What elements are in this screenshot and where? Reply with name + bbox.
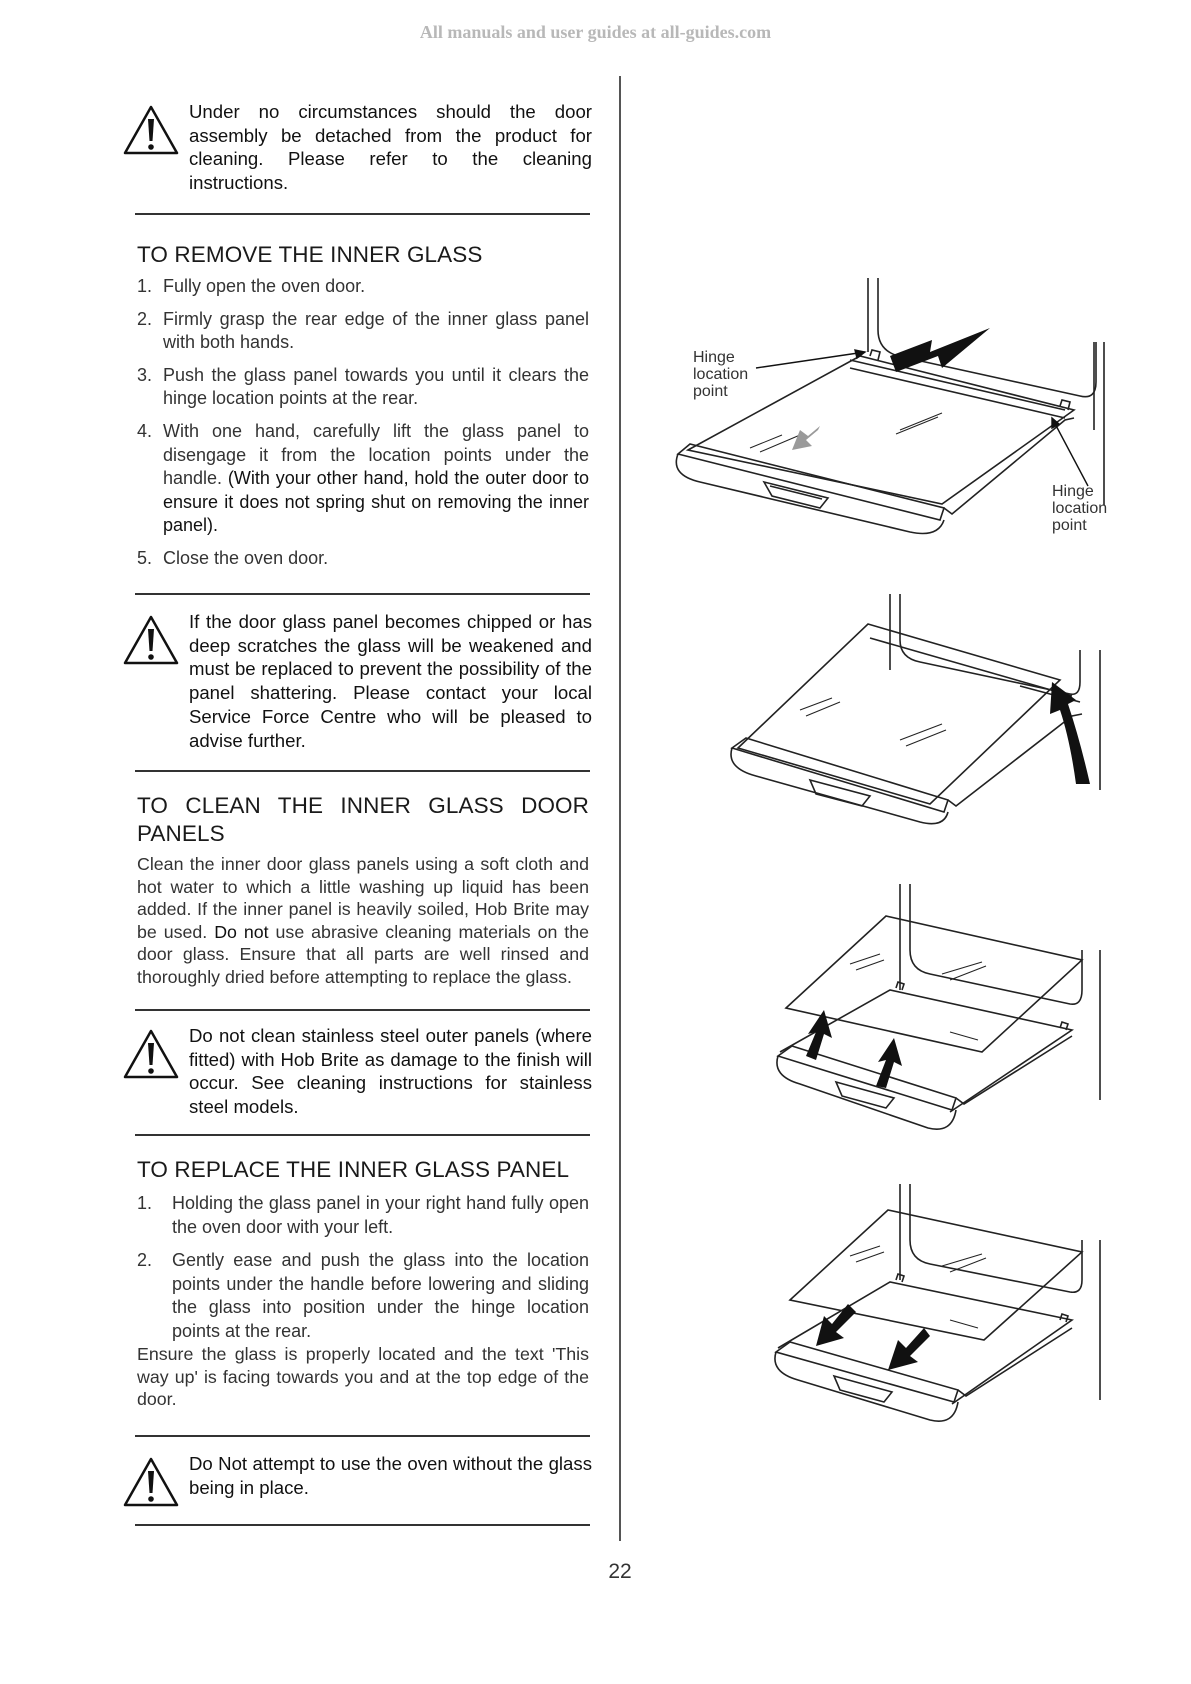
warning-text: Do Not attempt to use the oven without the glass being in place. — [189, 1453, 592, 1498]
list-item — [137, 364, 589, 411]
step-number: 3. — [137, 364, 153, 385]
figure-lift-glass-panel — [720, 590, 1120, 830]
step-text: Firmly grasp the rear edge of the inner glass panel with both hands. — [163, 308, 589, 353]
list-item — [137, 308, 589, 355]
step-text: Push the glass panel towards you until it clears the hinge location points at the rear. — [163, 364, 589, 409]
section-rule — [135, 1435, 590, 1437]
warning-triangle-icon — [122, 614, 180, 666]
list-item — [137, 1249, 589, 1343]
paragraph-text: use abrasive cleaning materials on the door glass. Ensure that all parts are well rinsed and thoroughly dried before attempting to replace the glass. — [137, 921, 590, 987]
column-divider — [619, 76, 621, 1541]
step-number: 5. — [137, 547, 153, 568]
list-item — [137, 1192, 589, 1239]
warning-text: If the door glass panel becomes chipped or has deep scratches the glass will be weakened and must be replaced to prevent the possibility of the panel shattering. Please contact your local Service Force Centre who will be pleased to advise further. — [189, 611, 592, 751]
step-text-emphasis: (With your other hand, hold the outer door to ensure it does not spring shut on removing the inner panel). — [163, 468, 589, 536]
step-text: Gently ease and push the glass into the location points under the handle before lowering and sliding the glass into position under the hinge location points at the rear. — [172, 1250, 589, 1341]
remove-steps-list — [137, 275, 589, 580]
step-text: Fully open the oven door. — [163, 276, 366, 296]
warning-triangle-icon — [122, 1456, 180, 1508]
step-number: 1. — [137, 276, 153, 296]
paragraph-text: Clean the inner door glass panels using a soft cloth and hot water to which a little washing up liquid has been added. If the inner panel is heavily soiled, Hob Brite may be used. — [137, 854, 589, 942]
replace-steps-list — [137, 1192, 589, 1354]
figure-push-glass-hinge-points — [660, 270, 1120, 550]
hinge-label-left-1: Hinge — [693, 349, 735, 366]
heading-clean-inner-glass-line1: TO CLEAN THE INNER GLASS DOOR — [137, 793, 589, 818]
figure-glass-removed-upward — [720, 880, 1120, 1140]
section-rule — [135, 1524, 590, 1526]
warning-text: Do not clean stainless steel outer panels (where fitted) with Hob Brite as damage to the finish will occur. See cleaning instructions for stainless steel models. — [189, 1025, 592, 1118]
warning-block-glass-in-place — [122, 1452, 592, 1499]
section-rule — [135, 770, 590, 772]
step-text: Holding the glass panel in your right hand fully open the oven door with your left. — [172, 1193, 589, 1237]
heading-remove-inner-glass: TO REMOVE THE INNER GLASS — [137, 242, 483, 267]
warning-triangle-icon — [122, 104, 180, 156]
step-number: 2. — [137, 308, 153, 329]
step-number: 2. — [137, 1250, 153, 1271]
clean-instructions-paragraph — [137, 853, 589, 989]
list-item — [137, 420, 589, 538]
paragraph-emphasis: Do not — [214, 921, 269, 942]
section-rule — [135, 593, 590, 595]
heading-replace-inner-glass: TO REPLACE THE INNER GLASS PANEL — [137, 1157, 570, 1182]
hinge-label-right-3: point — [1052, 517, 1087, 534]
section-rule — [135, 1009, 590, 1011]
warning-block-stainless-steel — [122, 1024, 592, 1119]
hinge-label-right-1: Hinge — [1052, 483, 1094, 500]
list-item — [137, 547, 589, 571]
section-rule — [135, 1134, 590, 1136]
warning-block-door-assembly — [122, 100, 592, 195]
replace-note: Ensure the glass is properly located and the text 'This way up' is facing towards you and at the top edge of the door. — [137, 1344, 589, 1410]
step-text: Close the oven door. — [163, 547, 329, 568]
watermark: All manuals and user guides at all-guides.com — [419, 22, 772, 42]
warning-text: Under no circumstances should the door assembly be detached from the product for cleaning. Please refer to the cleaning instructions. — [189, 101, 592, 194]
section-rule — [135, 213, 590, 215]
warning-block-chipped-glass — [122, 610, 592, 752]
step-text: With one hand, carefully lift the glass panel to disengage it from the location points under the handle. — [163, 420, 589, 489]
list-item — [137, 275, 589, 299]
step-number: 4. — [137, 420, 153, 441]
warning-triangle-icon — [122, 1028, 180, 1080]
page-number: 22 — [608, 1560, 632, 1583]
step-number: 1. — [137, 1193, 153, 1213]
hinge-label-left-3: point — [693, 383, 728, 400]
hinge-label-left-2: location — [693, 366, 749, 383]
figure-glass-replaced-downward — [720, 1180, 1120, 1440]
heading-clean-inner-glass-line2: PANELS — [137, 821, 225, 846]
hinge-label-right-2: location — [1052, 500, 1108, 517]
